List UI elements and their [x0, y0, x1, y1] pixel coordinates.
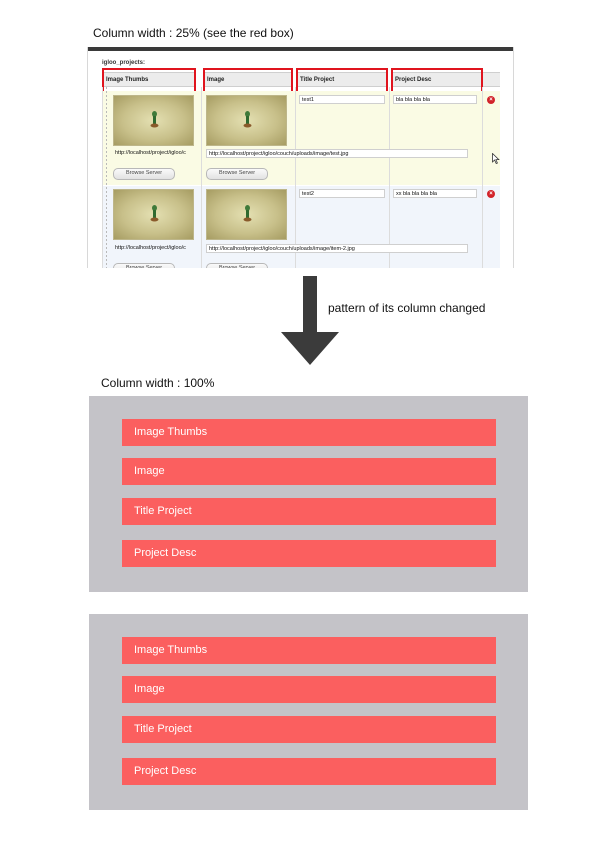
- bar-project-desc: Project Desc: [122, 758, 496, 785]
- column-divider: [102, 87, 103, 268]
- column-header-image[interactable]: Image: [203, 72, 292, 87]
- stacked-row-panel: [89, 396, 528, 592]
- column-divider: [389, 87, 390, 268]
- figure-icon: [243, 204, 252, 222]
- image-path-field[interactable]: http://localhost/project/igloo/couch/uploads/image/item-2.jpg: [206, 244, 468, 253]
- browse-server-button[interactable]: Browse Server: [206, 168, 268, 180]
- arrow-down-icon: [281, 276, 339, 366]
- image-preview: [206, 95, 287, 146]
- repeatable-table-screenshot: [87, 47, 514, 268]
- bar-image-thumbs: Image Thumbs: [122, 419, 496, 446]
- project-desc-input[interactable]: bla bla bla bla: [393, 95, 477, 104]
- highlight-box-image-thumbs: [102, 68, 196, 93]
- bar-image-thumbs: Image Thumbs: [122, 637, 496, 664]
- highlight-box-project-desc: [391, 68, 483, 93]
- figure-icon: [150, 204, 159, 222]
- caption-column-width-100: Column width : 100%: [101, 376, 215, 390]
- column-divider: [482, 87, 483, 268]
- bar-image: Image: [122, 458, 496, 485]
- thumb-path-field[interactable]: http://localhost/project/igloo/c: [115, 245, 186, 251]
- column-divider: [201, 87, 202, 268]
- column-header-title-project[interactable]: Title Project: [296, 72, 387, 87]
- field-name-label: igloo_projects:: [102, 60, 146, 66]
- bar-project-desc: Project Desc: [122, 540, 496, 567]
- image-preview: [206, 189, 287, 240]
- delete-icon[interactable]: ×: [487, 96, 495, 104]
- image-path-field[interactable]: http://localhost/project/igloo/couch/uploads/image/test.jpg: [206, 149, 468, 158]
- column-header-actions: [483, 72, 500, 87]
- column-divider: [295, 87, 296, 268]
- title-project-input[interactable]: test2: [299, 189, 385, 198]
- highlight-box-image: [203, 68, 293, 93]
- delete-icon[interactable]: ×: [487, 190, 495, 198]
- column-header-project-desc[interactable]: Project Desc: [391, 72, 481, 87]
- image-thumb-preview: [113, 95, 194, 146]
- bar-image: Image: [122, 676, 496, 703]
- highlight-box-title-project: [296, 68, 388, 93]
- thumb-path-field[interactable]: http://localhost/project/igloo/c: [115, 150, 186, 156]
- image-thumb-preview: [113, 189, 194, 240]
- annotation-pattern-changed: pattern of its column changed: [328, 301, 486, 315]
- drag-handle[interactable]: [106, 87, 107, 268]
- browse-server-button[interactable]: Browse Server: [113, 168, 175, 180]
- figure-icon: [150, 110, 159, 128]
- browse-server-button[interactable]: Browse Server: [113, 263, 175, 268]
- bar-title-project: Title Project: [122, 498, 496, 525]
- title-project-input[interactable]: test1: [299, 95, 385, 104]
- caption-column-width-25: Column width : 25% (see the red box): [93, 26, 294, 40]
- stacked-row-panel: [89, 614, 528, 810]
- bar-title-project: Title Project: [122, 716, 496, 743]
- column-header-image-thumbs[interactable]: Image Thumbs: [102, 72, 195, 87]
- window-top-bar: [88, 47, 513, 51]
- project-desc-input[interactable]: xx bla bla bla bla: [393, 189, 477, 198]
- mouse-pointer-icon: [492, 153, 500, 164]
- figure-icon: [243, 110, 252, 128]
- browse-server-button[interactable]: Browse Server: [206, 263, 268, 268]
